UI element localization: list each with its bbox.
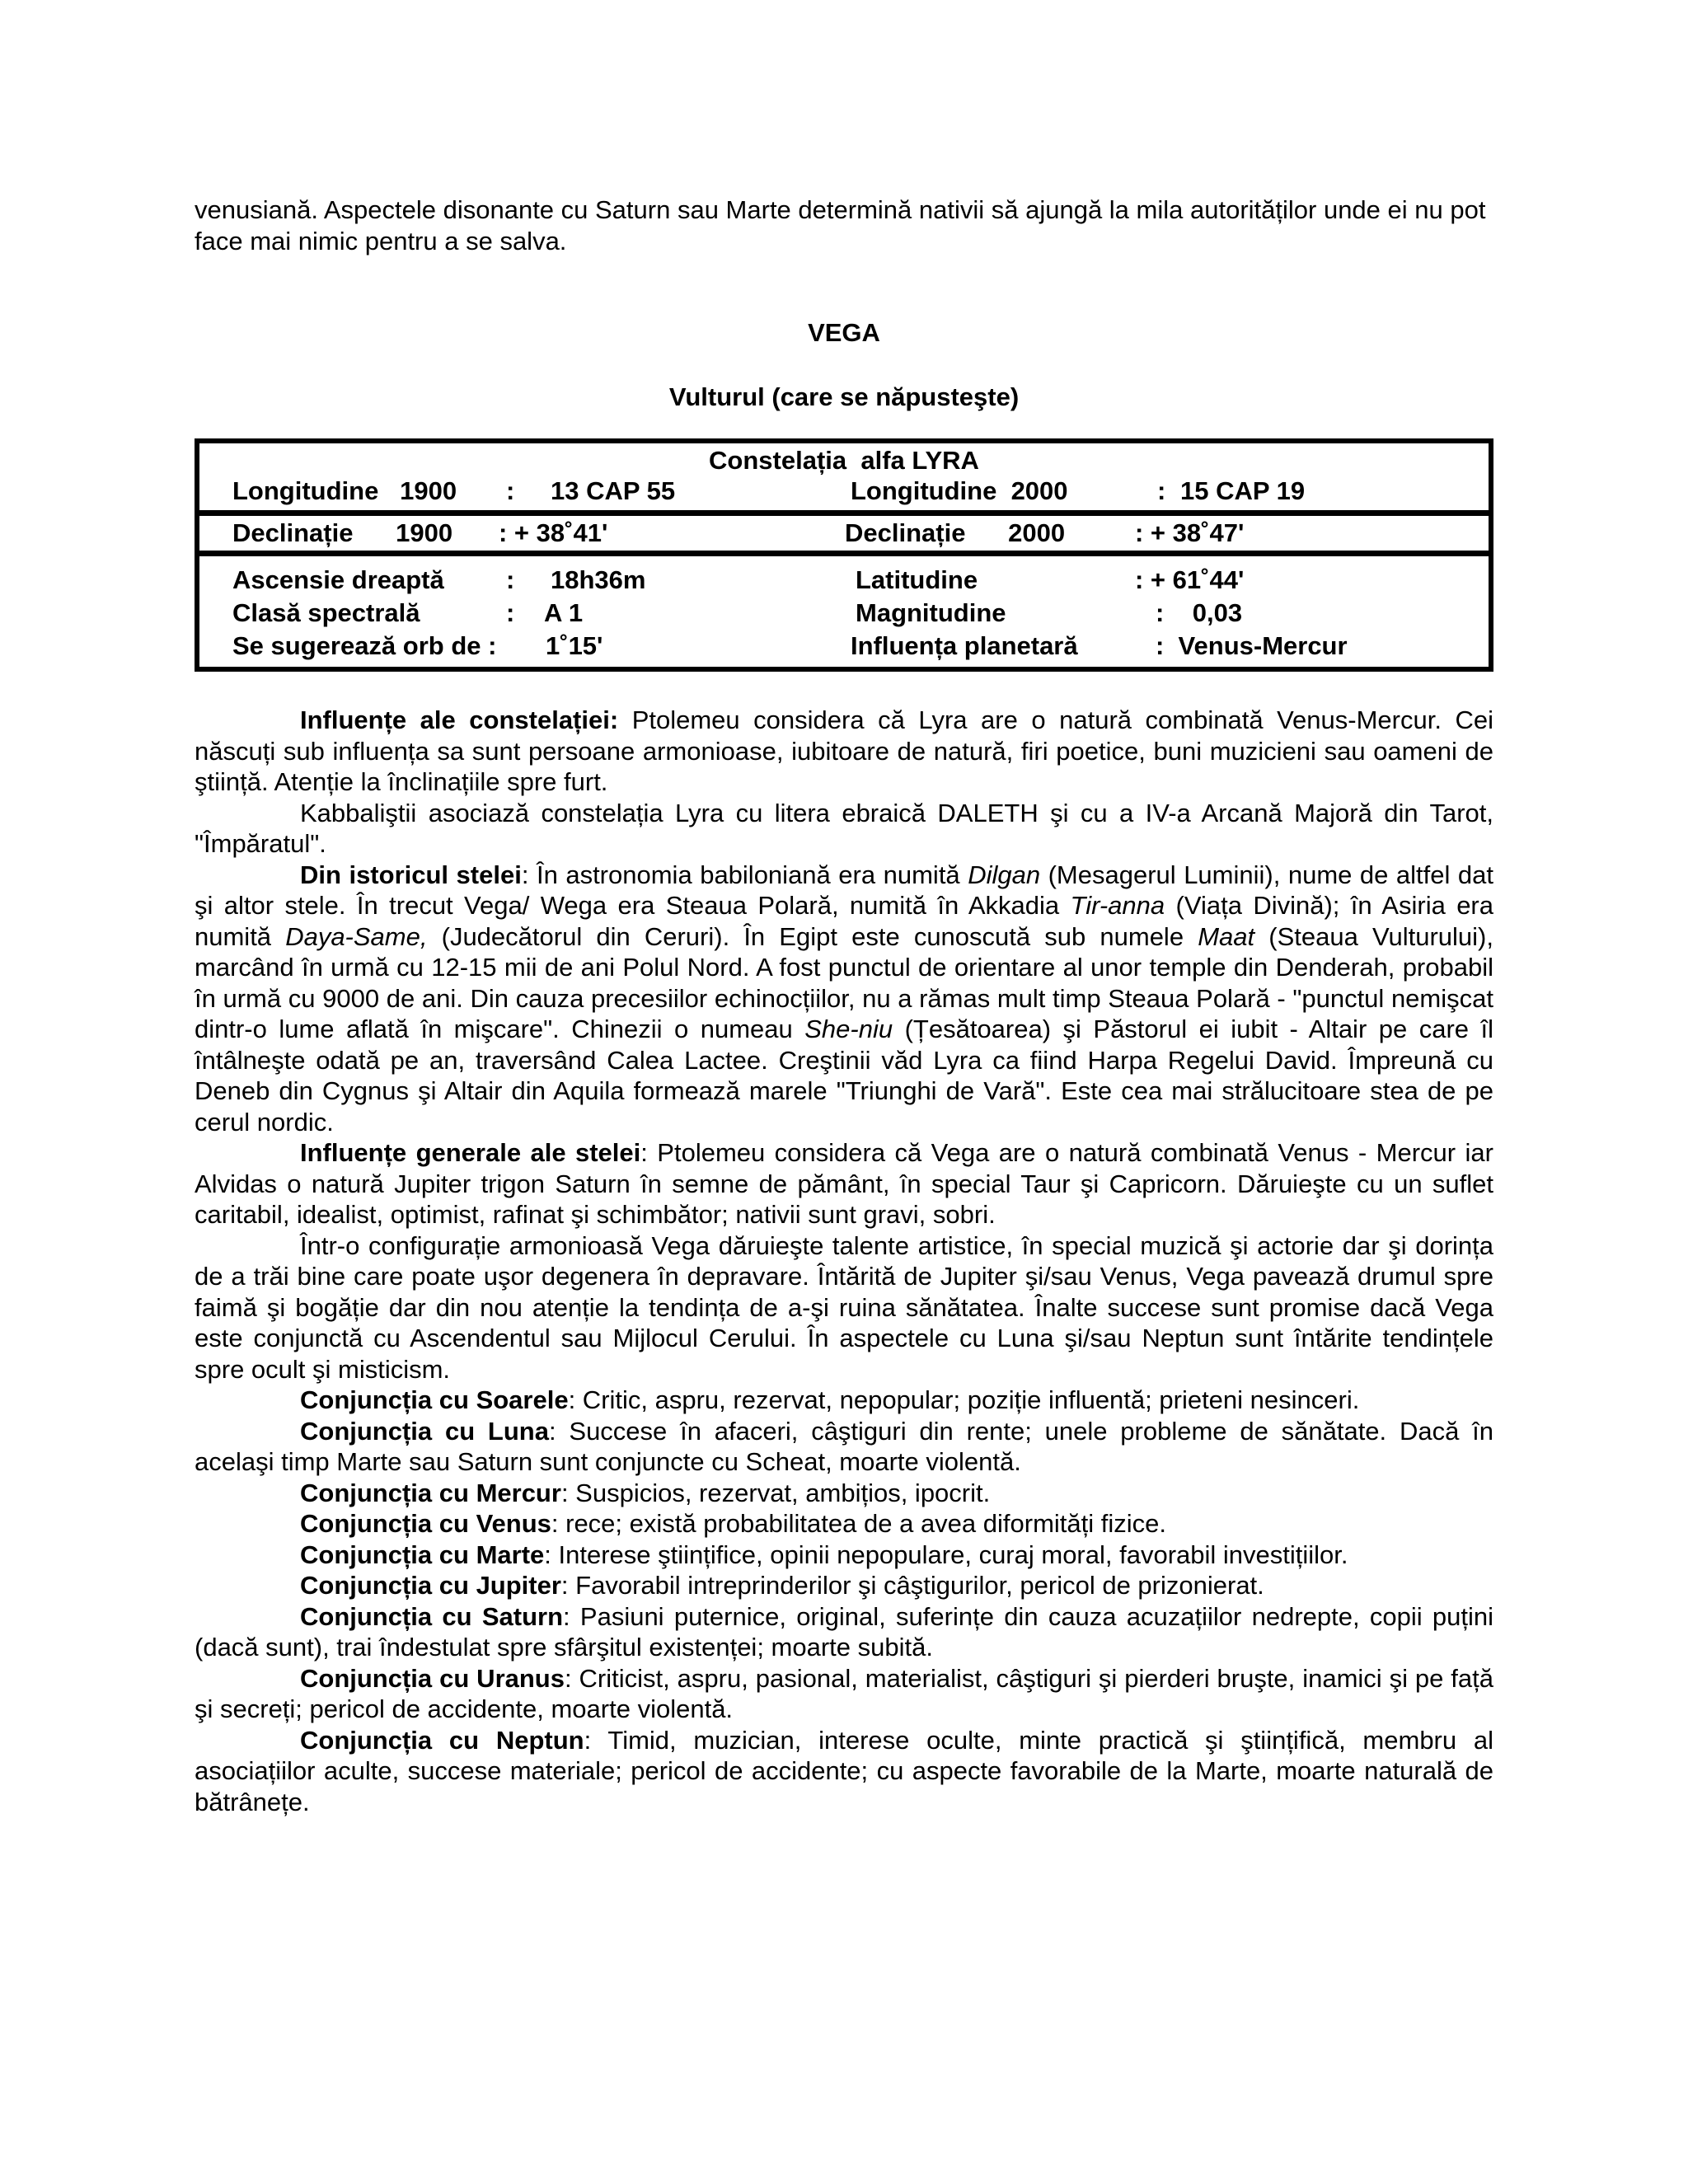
orb-value: 1˚15ʹ [546, 631, 603, 660]
harmonious-config-paragraph: Într-o configurație armonioasă Vega dăruieşte talente artistice, în special muzică şi actorie dar şi dorința de a trăi bine care poate uşor degenera în depravare. Întărită de Jupiter şi/sau Venus, Vega pavează drumul spre faimă şi bogăție dar din nou atenție la tendința de a-şi ruina sănătatea. Înalte succese sunt promise dacă Vega este conjunctă cu Ascendentul sau Mijlocul Cerului. În aspectele cu Luna şi/sau Neptun sunt întărite tendințele spre ocult şi misticism. [195, 1230, 1493, 1384]
constellation-influences-paragraph: Influențe ale constelației: Ptolemeu considera că Lyra are o natură combinată Venus-Mercur. Cei născuți sub influența sa sunt persoane armonioase, iubitoare de natură, firi poetice, buni muzicieni sau oameni de ştiință. Atenție la înclinațiile spre furt. [195, 705, 1493, 796]
right-ascension-label: Ascensie dreaptă [232, 565, 444, 594]
longitude-2000-value: 15 CAP 19 [1180, 476, 1306, 505]
declination-1900-value: : + 38˚41ʹ [499, 518, 608, 547]
conjunction-sun: Conjuncția cu Soarele: Critic, aspru, rezervat, nepopular; poziție influentă; prieteni nesinceri. [300, 1385, 1360, 1414]
spectral-class-label: Clasă spectrală [232, 598, 420, 627]
intro-paragraph: venusiană. Aspectele disonante cu Saturn sau Marte determină nativii să ajungă la mila autorităților unde ei nu pot face mai nimic pentru a se salva. [195, 195, 1486, 255]
info-section-1 [199, 443, 1489, 510]
conjunction-venus: Conjuncția cu Venus: rece; există probabilitatea de a avea diformități fizice. [300, 1509, 1166, 1538]
declination-2000-value: : + 38˚47ʹ [1135, 518, 1245, 547]
conjunction-mercury: Conjuncția cu Mercur: Suspicios, rezervat, ambițios, ipocrit. [300, 1478, 991, 1507]
history-paragraph: Din istoricul stelei: În astronomia babiloniană era numită Dilgan (Mesagerul Luminii), nume de altfel dat şi altor stele. În trecut Vega/ Wega era Steaua Polară, numită în Akkadia Tir-anna (Viața Divină); în Asiria era numită Daya-Same, (Judecătorul din Ceruri). În Egipt este cunoscută sub numele Maat (Steaua Vulturului), marcând în urmă cu 12-15 mii de ani Polul Nord. A fost punctul de orientare al unor temple din Denderah, probabil în urmă cu 9000 de ani. Din cauza precesiilor echinocțiilor, nu a rămas mult timp Steaua Polară - "punctul nemişcat dintr-o lume aflată în mişcare". Chinezii o numeau She-niu (Țesătoarea) şi Păstorul ei iubit - Altair pe care îl întâlneşte odată pe an, traversând Calea Lactee. Creştinii văd Lyra ca fiind Harpa Regelui David. Împreună cu Deneb din Cygnus şi Altair din Aquila formează marele "Triunghi de Vară". Este cea mai strălucitoare stea de pe cerul nordic. [195, 860, 1494, 1137]
latitude-value: : + 61˚44ʹ [1135, 565, 1245, 594]
star-info-box [195, 438, 1493, 672]
longitude-2000-sep: : [1157, 476, 1166, 505]
longitude-1900-label: Longitudine 1900 [232, 476, 457, 505]
longitude-2000-label: Longitudine 2000 [851, 476, 1068, 505]
info-section-2 [199, 510, 1489, 551]
magnitude-value: : 0,03 [1156, 598, 1243, 627]
conjunction-jupiter: Conjuncția cu Jupiter: Favorabil intreprinderilor şi câştigurilor, pericol de prizonierat. [300, 1571, 1264, 1600]
general-influences-paragraph: Influențe generale ale stelei: Ptolemeu considera că Vega are o natură combinată Venus - Mercur iar Alvidas o natură Jupiter trigon Saturn în semne de pământ, în special Taur şi Capricorn. Dăruieşte cu un suflet caritabil, idealist, optimist, rafinat şi schimbător; nativii sunt gravi, sobri. [195, 1138, 1493, 1229]
article-body [195, 705, 1493, 1817]
conjunction-saturn: Conjuncția cu Saturn: Pasiuni puternice, original, suferințe din cauza acuzațiilor nedrepte, copii puțini (dacă sunt), trai îndestulat spre sfârşitul existenței; moarte subită. [195, 1601, 1493, 1661]
declination-2000-label: Declinație 2000 [845, 518, 1066, 547]
longitude-1900-sep: : [506, 476, 515, 505]
declination-1900-label: Declinație 1900 [232, 518, 453, 547]
orb-label: Se sugerează orb de : [232, 631, 497, 660]
star-subtitle: Vulturul (care se năpusteşte) [668, 382, 1020, 411]
general-influences-label: Influențe generale ale stelei [300, 1138, 641, 1167]
kabbalah-paragraph: Kabbaliştii asociază constelația Lyra cu litera ebraică DALETH şi cu a IV-a Arcană Majoră din Tarot, "Împăratul". [195, 798, 1493, 858]
right-ascension-value: 18h36m [551, 565, 646, 594]
conjunction-neptune: Conjuncția cu Neptun: Timid, muzician, interese oculte, minte practică şi ştiințifică, membru al asociațiilor aculte, succese materiale; pericol de accidente; cu aspecte favorabile de la Marte, moarte naturală de bătrânețe. [195, 1725, 1493, 1816]
right-ascension-sep: : [506, 565, 515, 594]
history-label: Din istoricul stelei [300, 860, 522, 889]
latitude-label: Latitudine [856, 565, 978, 594]
planetary-influence-value: : Venus-Mercur [1156, 631, 1348, 660]
document-page [195, 194, 1493, 1817]
planetary-influence-label: Influența planetară [851, 631, 1078, 660]
star-title: VEGA [808, 318, 880, 347]
longitude-1900-value: 13 CAP 55 [551, 476, 676, 505]
spectral-class-sep: : [506, 598, 515, 627]
constellation-influences-label: Influențe ale constelației: [300, 705, 619, 734]
spectral-class-value: A 1 [544, 598, 584, 627]
conjunction-moon: Conjuncția cu Luna: Succese în afaceri, câştiguri din rente; unele probleme de sănătate. Dacă în acelaşi timp Marte sau Saturn sunt conjuncte cu Scheat, moarte violentă. [195, 1416, 1493, 1476]
magnitude-label: Magnitudine [856, 598, 1006, 627]
constellation-header: Constelația alfa LYRA [709, 446, 979, 475]
conjunction-mars: Conjuncția cu Marte: Interese ştiințifice, opinii nepopulare, curaj moral, favorabil investițiilor. [300, 1540, 1348, 1569]
conjunction-uranus: Conjuncția cu Uranus: Criticist, aspru, pasional, materialist, câştiguri şi pierderi bruşte, inamici şi pe față şi secreți; pericol de accidente, moarte violentă. [195, 1663, 1494, 1723]
info-section-3 [199, 551, 1489, 667]
